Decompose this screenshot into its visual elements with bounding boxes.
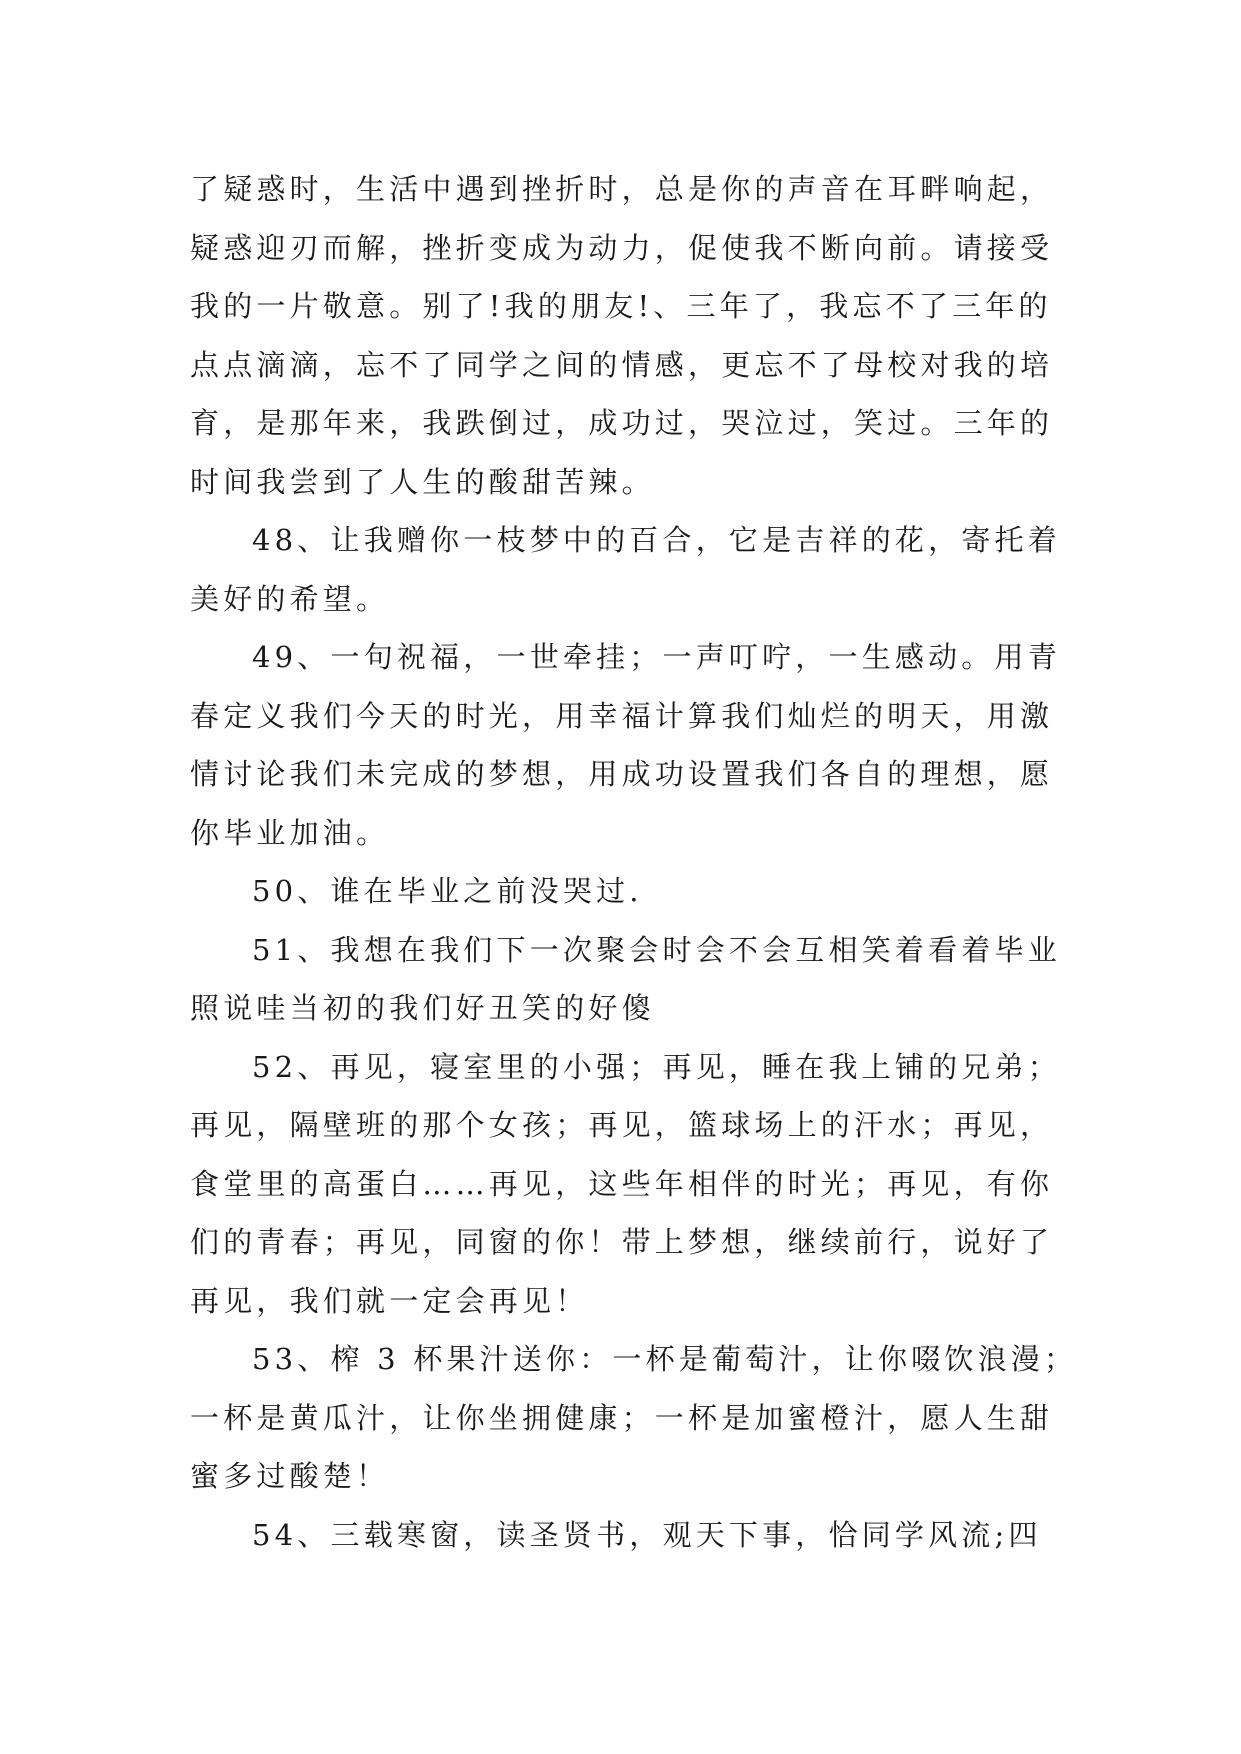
document-body xyxy=(190,160,1078,1564)
text-line: 点点滴滴，忘不了同学之间的情感，更忘不了母校对我的培 xyxy=(190,347,1054,382)
paragraph-start-49: 49、一句祝福，一世牵挂；一声叮咛，一生感动。用青 xyxy=(252,640,1061,674)
text-line: 疑惑迎刃而解，挫折变成为动力，促使我不断向前。请接受 xyxy=(190,230,1054,265)
text-line: 再见，隔壁班的那个女孩；再见，篮球场上的汗水；再见， xyxy=(190,1108,1054,1142)
text-line: 一杯是黄瓜汁，让你坐拥健康；一杯是加蜜橙汁，愿人生甜 xyxy=(190,1400,1054,1435)
text-line: 育，是那年来，我跌倒过，成功过，哭泣过，笑过。三年的 xyxy=(190,406,1054,440)
text-line: 美好的希望。 xyxy=(190,581,390,616)
paragraph-start-52: 52、再见，寝室里的小强；再见，睡在我上铺的兄弟； xyxy=(252,1049,1061,1084)
paragraph-start-51: 51、我想在我们下一次聚会时会不会互相笑着看着毕业 xyxy=(252,932,1061,967)
text-line: 照说哇当初的我们好丑笑的好傻 xyxy=(190,991,655,1025)
text-line: 我的一片敬意。别了!我的朋友!、三年了，我忘不了三年的 xyxy=(190,289,1052,323)
text-line: 再见，我们就一定会再见！ xyxy=(190,1283,589,1318)
text-line: 了疑惑时，生活中遇到挫折时，总是你的声音在耳畔响起， xyxy=(190,172,1054,206)
text-line: 你毕业加油。 xyxy=(190,815,390,850)
text-line: 食堂里的高蛋白……再见，这些年相伴的时光；再见，有你 xyxy=(190,1166,1054,1201)
paragraph-start-54: 54、三载寒窗，读圣贤书，观天下事，恰同学风流;四 xyxy=(252,1517,1042,1552)
text-line: 春定义我们今天的时光，用幸福计算我们灿烂的明天，用激 xyxy=(190,698,1054,733)
text-line: 蜜多过酸楚！ xyxy=(190,1459,390,1493)
text-line: 们的青春；再见，同窗的你！带上梦想，继续前行，说好了 xyxy=(190,1225,1054,1259)
paragraph-start-50: 50、谁在毕业之前没哭过. xyxy=(252,874,643,908)
text-line: 时间我尝到了人生的酸甜苦辣。 xyxy=(190,464,655,499)
text-line: 情讨论我们未完成的梦想，用成功设置我们各自的理想，愿 xyxy=(190,757,1054,791)
paragraph-start-53: 53、榨 3 杯果汁送你：一杯是葡萄汁，让你啜饮浪漫； xyxy=(252,1342,1078,1376)
paragraph-start-48: 48、让我赠你一枝梦中的百合，它是吉祥的花，寄托着 xyxy=(252,523,1061,557)
